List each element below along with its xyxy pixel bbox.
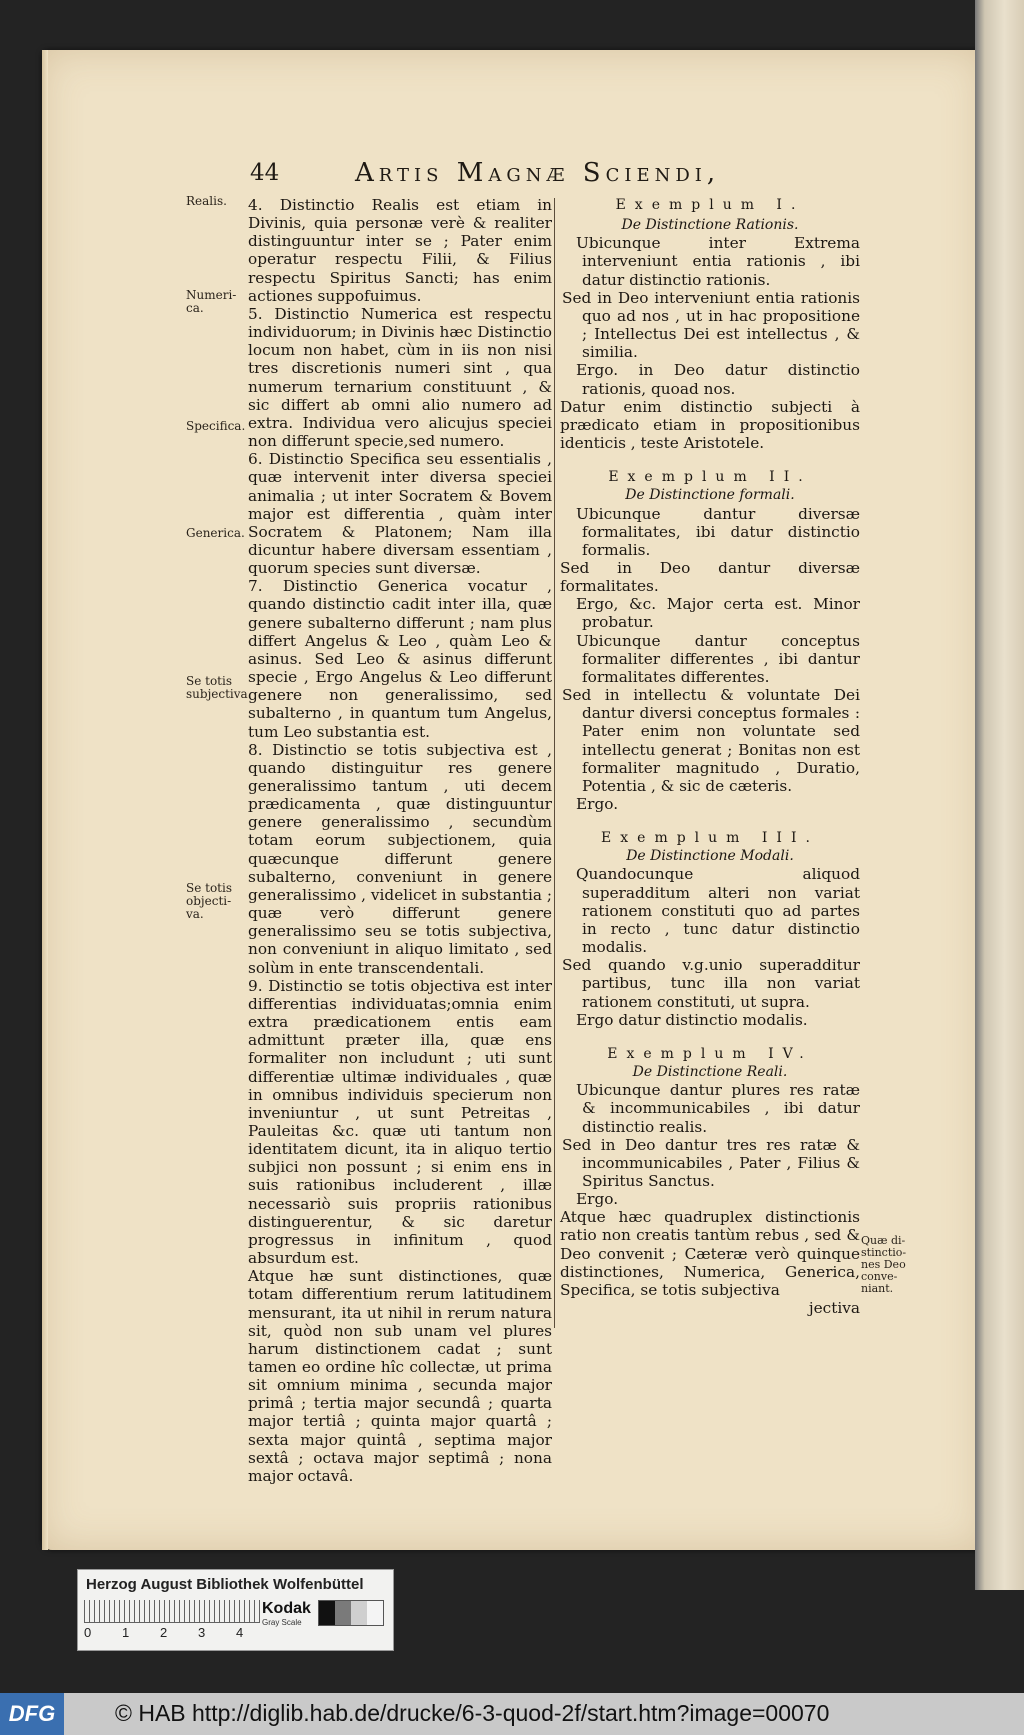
paragraph-4: 4. Distinctio Realis est etiam in Divinis, quia personæ verè & realiter distinguuntur inter se ; Pater enim operatur respectu Filii, & Filius respectu Spiritus Sancti; has enim actiones suppofuimus. bbox=[248, 196, 552, 305]
paragraph-summary: Atque hæ sunt distinctiones, quæ totam differentium rerum latitudinem mensurant, ita ut nihil in rerum natura sit, quòd non sub unam vel plures harum distinctionem cadat ; sunt tamen eo ordine hîc collectæ, ut prima sit omnium minima , secunda major primâ ; tertia major secundâ ; quarta major tertiâ ; quinta major quartâ ; sexta major quintâ , septima major sextâ ; octava major septimâ ; nona major octavâ. bbox=[248, 1267, 552, 1485]
example-3-subheading: De Distinctione Modali. bbox=[626, 848, 794, 865]
example-4-conclusion: Ergo. bbox=[576, 1190, 619, 1209]
paragraph-8: 8. Distinctio se totis subjectiva est , quando distinguitur res genere generalissimo tantum , uti decem prædicamenta , quæ distinguuntur genere generalissimo , secundùm totam eorum subjectionem, quia quæcunque differunt genere subalterno, conveniunt in genere generalissimo , videlicet in substantia ; quæ verò differunt genere generalissimo seu se totis subjectiva, non conveniunt in aliquo limitato , sed solùm in ente transcendentali. bbox=[248, 740, 552, 977]
example-4-subheading: De Distinctione Reali. bbox=[632, 1064, 788, 1081]
paragraph-6: 6. Distinctio Specifica seu essentialis , quæ intervenit inter diversa speciei animalia ; ut inter Socratem & Bovem major est differentia , quàm inter Socratem & Platonem; Nam illa dicuntur habere diversam essentiam , quorum species sunt diversæ. bbox=[248, 450, 552, 578]
column-rule bbox=[554, 198, 555, 1328]
example-1-major: Ubicunque inter Extrema interveniunt entia rationis , ibi datur distinctio rationis. bbox=[576, 234, 860, 289]
example-2-heading: Exemplum II. bbox=[608, 469, 812, 486]
example-2-minor: Sed in Deo dantur diversæ formalitates. bbox=[560, 558, 860, 596]
closing-paragraph: Atque hæc quadruplex distinctionis ratio non creatis tantùm rebus , sed & Deo convenit ; Cæteræ verò quinque distinctiones, Numerica, Generica, Specifica, se totis subjectiva bbox=[560, 1208, 860, 1299]
ruler-digit: 1 bbox=[122, 1625, 130, 1640]
example-4-major: Ubicunque dantur plures res ratæ & incommunicabiles , ibi datur distinctio realis. bbox=[576, 1081, 860, 1136]
margin-note-se-totis-objectiva: Se totis objecti- va. bbox=[186, 881, 233, 921]
example-2-proof-major: Ubicunque dantur conceptus formaliter differentes , ibi dantur formalitates differentes. bbox=[576, 631, 860, 686]
swatch bbox=[335, 1601, 351, 1625]
example-2-major: Ubicunque dantur diversæ formalitates, ibi datur distinctio formalis. bbox=[576, 504, 860, 559]
margin-note-se-totis-subjectiva: Se totis subjectiva. bbox=[186, 674, 252, 701]
example-1-subheading: De Distinctione Rationis. bbox=[621, 217, 799, 234]
gray-swatches bbox=[318, 1600, 384, 1626]
example-2-subheading: De Distinctione formali. bbox=[625, 487, 795, 504]
paragraph-5: 5. Distinctio Numerica est respectu individuorum; in Divinis hæc Distinctio locum non habet, cùm in iis non nisi tres discretionis numeri sint , qua numerum ternarium constituunt , & sic differt ab omni alio numero ad extra. Individua vero alicujus speciei non differunt specie,sed numero. bbox=[248, 304, 552, 451]
swatch bbox=[351, 1601, 367, 1625]
example-3-heading: Exemplum III. bbox=[601, 830, 819, 847]
example-3-conclusion: Ergo datur distinctio modalis. bbox=[576, 1010, 808, 1029]
example-1-minor: Sed in Deo interveniunt entia rationis quo ad nos , ut in hac propositione ; Intellectus Dei est intellectus , & similia. bbox=[562, 288, 860, 362]
margin-note-quae-distinctiones: Quæ di- stinctio- nes Deo conve- niant. bbox=[861, 1234, 907, 1295]
example-4-minor: Sed in Deo dantur tres res ratæ & incommunicabiles , Pater , Filius & Spiritus Sanctus. bbox=[562, 1135, 860, 1190]
ruler-digit: 4 bbox=[236, 1625, 244, 1640]
example-3-major: Quandocunque aliquod superadditum alteri non variat rationem constituti quo ad partes in recto , tunc datur distinctio modalis. bbox=[576, 865, 860, 957]
ruler-digit: 3 bbox=[198, 1625, 206, 1640]
paragraph-9: 9. Distinctio se totis objectiva est inter differentias individuatas;omnia enim extra prædicationem entis eam admittunt præter illa, quæ ens formaliter non includunt ; uti sunt differentiæ ultimæ individuales , quæ in omnibus individuis specierum non inveniuntur , ut sunt Petreitas , Pauleitas &c. quæ uti tantum non identitatem dicunt, ita in aliquo tertio subjici non possunt ; si enim ens in suis rationibus includerent , illæ necessariò suis propriis rationibus distinguerentur, & sic daretur progressus in infinitum , quod absurdum est. bbox=[248, 976, 552, 1268]
kodak-logo: Kodak bbox=[262, 1600, 311, 1617]
page-edge bbox=[42, 50, 48, 1550]
example-2-proof-minor: Sed in intellectu & voluntate Dei dantur diversi conceptus formales : Pater enim non voluntate sed intellectu generat ; Bonitas non est formaliter magnitudo , Duratio, Potentia , & sic de cæteris. bbox=[562, 686, 860, 795]
copyright-url[interactable]: © HAB http://diglib.hab.de/drucke/6-3-quod-2f/start.htm?image=00070 bbox=[115, 1700, 830, 1726]
margin-note-generica: Generica. bbox=[186, 526, 245, 540]
spacer bbox=[560, 1029, 860, 1045]
example-1-heading: Exemplum I. bbox=[615, 197, 805, 213]
example-2-conclusion: Ergo, &c. Major certa est. Minor probatur. bbox=[576, 595, 860, 632]
page-number: 44 bbox=[250, 160, 280, 186]
ruler-digit: 2 bbox=[160, 1625, 168, 1640]
example-3-minor: Sed quando v.g.unio superadditur partibus, tunc illa non variat rationem constituti, ut supra. bbox=[562, 956, 860, 1011]
library-name: Herzog August Bibliothek Wolfenbüttel bbox=[86, 1576, 364, 1593]
running-title: Artis Magnæ Sciendi, bbox=[355, 158, 721, 188]
ruler-digit: 0 bbox=[84, 1625, 92, 1640]
dfg-logo: DFG bbox=[0, 1693, 64, 1735]
example-2-proof-conclusion: Ergo. bbox=[576, 795, 619, 813]
example-1-conclusion: Ergo. in Deo datur distinctio rationis, quoad nos. bbox=[576, 361, 860, 398]
swatch bbox=[319, 1601, 335, 1625]
margin-note-specifica: Specifica. bbox=[186, 419, 246, 433]
example-4-heading: Exemplum IV. bbox=[607, 1045, 813, 1062]
spacer bbox=[560, 813, 860, 829]
page-header bbox=[250, 160, 770, 194]
catchword: jectiva bbox=[808, 1299, 860, 1318]
paragraph-7: 7. Distinctio Generica vocatur , quando distinctio cadit inter illa, quæ genere subalterno differunt ; nam plus differt Angelus & Leo , quàm Leo & asinus. Sed Leo & asinus differunt specie , Ergo Angelus & Leo differunt genere non generalissimo, sed subalterno , in quantum tum Angelus, tum Leo substantia est. bbox=[248, 577, 552, 741]
swatch bbox=[367, 1601, 383, 1625]
margin-note-realis: Realis. bbox=[186, 194, 227, 208]
gray-scale-label: Gray Scale bbox=[262, 1618, 302, 1627]
example-1-note: Datur enim distinctio subjecti à prædicato etiam in propositionibus identicis , teste Aristotele. bbox=[560, 397, 860, 453]
adjacent-page-edge bbox=[975, 0, 1024, 1590]
right-column bbox=[560, 196, 860, 1317]
centimeter-ruler bbox=[84, 1600, 260, 1623]
margin-note-numerica: Numeri- ca. bbox=[186, 288, 237, 315]
left-column bbox=[248, 196, 552, 1485]
scale-label bbox=[77, 1569, 394, 1651]
spacer bbox=[560, 452, 860, 468]
